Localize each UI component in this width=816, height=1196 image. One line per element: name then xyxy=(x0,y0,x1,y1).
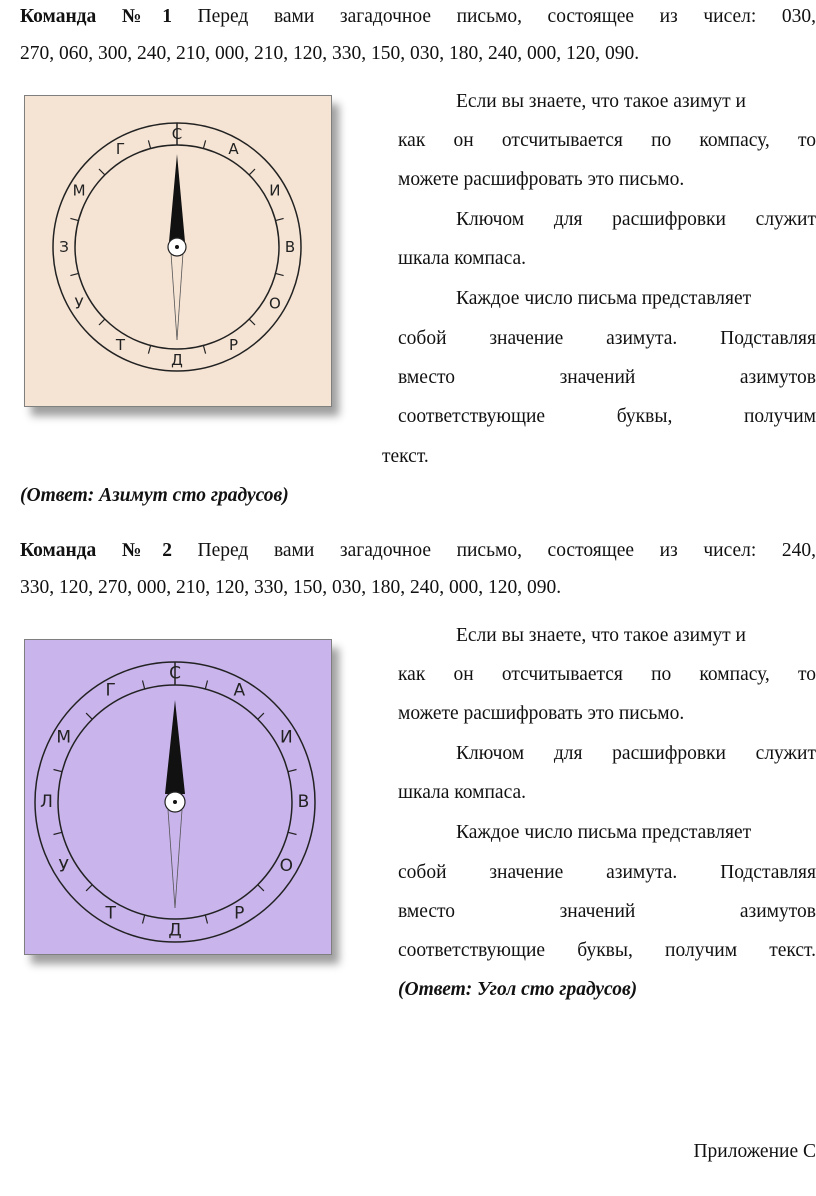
compass-letter: Л xyxy=(40,792,53,812)
team1-para-line: вместо значений азимутов xyxy=(398,367,816,388)
team2-compass xyxy=(25,640,331,954)
compass-letter: М xyxy=(72,181,86,200)
compass-letter: В xyxy=(284,238,296,256)
compass-tick xyxy=(249,169,255,175)
team2-para-line: шкала компаса. xyxy=(398,782,526,803)
compass-letter: И xyxy=(279,727,293,748)
team1-answer: (Ответ: Азимут сто градусов) xyxy=(20,485,289,506)
team1-numbers: 270, 060, 300, 240, 210, 000, 210, 120, 330, 150, 030, 180, 240, 000, 120, 090. xyxy=(20,43,640,64)
compass-letter: Р xyxy=(234,903,245,924)
compass-letter: В xyxy=(297,792,310,812)
compass-needle xyxy=(165,700,185,908)
team1-para-line: собой значение азимута. Подставляя xyxy=(398,328,816,349)
team2-para-line: Ключом для расшифровки служит xyxy=(456,743,816,764)
compass-letter: Д xyxy=(171,351,183,369)
compass-letter: С xyxy=(169,663,181,684)
compass-tick xyxy=(143,915,145,924)
team1-para-line: шкала компаса. xyxy=(398,248,526,269)
compass-letter: И xyxy=(269,181,281,200)
compass-tick xyxy=(205,681,207,690)
compass-tick xyxy=(86,885,92,891)
team2-para-line: вместо значений азимутов xyxy=(398,901,816,922)
compass-letter: Т xyxy=(115,335,126,354)
team1-heading-line xyxy=(20,3,816,31)
compass-tick xyxy=(54,770,63,772)
compass-tick xyxy=(258,885,264,891)
compass-letter: У xyxy=(74,294,84,313)
team1-para-line: текст. xyxy=(382,446,429,467)
compass-letter: У xyxy=(58,856,69,877)
team2-para-line: Если вы знаете, что такое азимут и xyxy=(456,625,746,646)
compass-tick xyxy=(99,319,105,325)
team2-para-line: как он отсчитывается по компасу, то xyxy=(398,664,816,685)
compass-letter: О xyxy=(268,294,281,313)
compass-tick xyxy=(148,346,150,354)
team2-para-line: соответствующие буквы, получим текст. xyxy=(398,940,816,961)
compass-letter: Г xyxy=(105,680,116,701)
compass-tick xyxy=(143,681,145,690)
compass-tick xyxy=(203,346,205,354)
team2-para-line: можете расшифровать это письмо. xyxy=(398,703,685,724)
needle-north xyxy=(169,154,185,242)
team1-para-line: соответствующие буквы, получим xyxy=(398,406,816,427)
compass-tick xyxy=(205,915,207,924)
compass-letter: Т xyxy=(105,903,116,924)
compass-tick xyxy=(54,832,63,834)
compass-tick xyxy=(86,713,92,719)
team2-numbers: 330, 120, 270, 000, 210, 120, 330, 150, 030, 180, 240, 000, 120, 090. xyxy=(20,577,562,598)
compass-tick xyxy=(276,273,284,275)
compass-letter: М xyxy=(56,727,72,748)
team1-title: Команда №1 xyxy=(20,6,172,27)
compass-letter: З xyxy=(59,238,69,256)
compass-tick xyxy=(203,140,205,148)
appendix-label: Приложение С xyxy=(693,1141,816,1162)
team1-para-line: можете расшифровать это письмо. xyxy=(398,169,685,190)
team2-para-line: собой значение азимута. Подставляя xyxy=(398,862,816,883)
compass-tick xyxy=(288,832,297,834)
team1-compass-card xyxy=(24,95,332,407)
team2-compass-card xyxy=(24,639,332,955)
compass-tick xyxy=(258,713,264,719)
compass-tick xyxy=(276,218,284,220)
team2-title: Команда №2 xyxy=(20,540,172,561)
compass-tick xyxy=(148,140,150,148)
team2-heading-line xyxy=(20,537,816,565)
team1-para-line: Каждое число письма представляет xyxy=(456,288,752,309)
compass-letter: О xyxy=(279,856,293,877)
team2-intro: Перед вами загадочное письмо, состоящее из чисел: 240, xyxy=(197,540,816,561)
compass-tick xyxy=(288,770,297,772)
compass-letter: Г xyxy=(115,140,126,159)
compass-tick xyxy=(70,218,78,220)
team1-intro: Перед вами загадочное письмо, состоящее из чисел: 030, xyxy=(197,6,816,27)
compass-letter: А xyxy=(233,680,246,701)
compass-tick xyxy=(249,319,255,325)
compass-tick xyxy=(99,169,105,175)
compass-needle xyxy=(168,154,186,340)
team2-para-line: Каждое число письма представляет xyxy=(456,822,752,843)
compass-letter: А xyxy=(228,140,239,159)
compass-letter: Д xyxy=(168,920,182,941)
needle-north xyxy=(165,700,185,794)
compass-letter: С xyxy=(171,125,183,143)
compass-letter: Р xyxy=(228,335,239,354)
team1-para-line: Ключом для расшифровки служит xyxy=(456,209,816,230)
compass-tick xyxy=(70,273,78,275)
team1-para-line: Если вы знаете, что такое азимут и xyxy=(456,91,746,112)
team2-answer: (Ответ: Угол сто градусов) xyxy=(398,979,638,1000)
team1-compass xyxy=(25,96,331,406)
team1-para-line: как он отсчитывается по компасу, то xyxy=(398,130,816,151)
